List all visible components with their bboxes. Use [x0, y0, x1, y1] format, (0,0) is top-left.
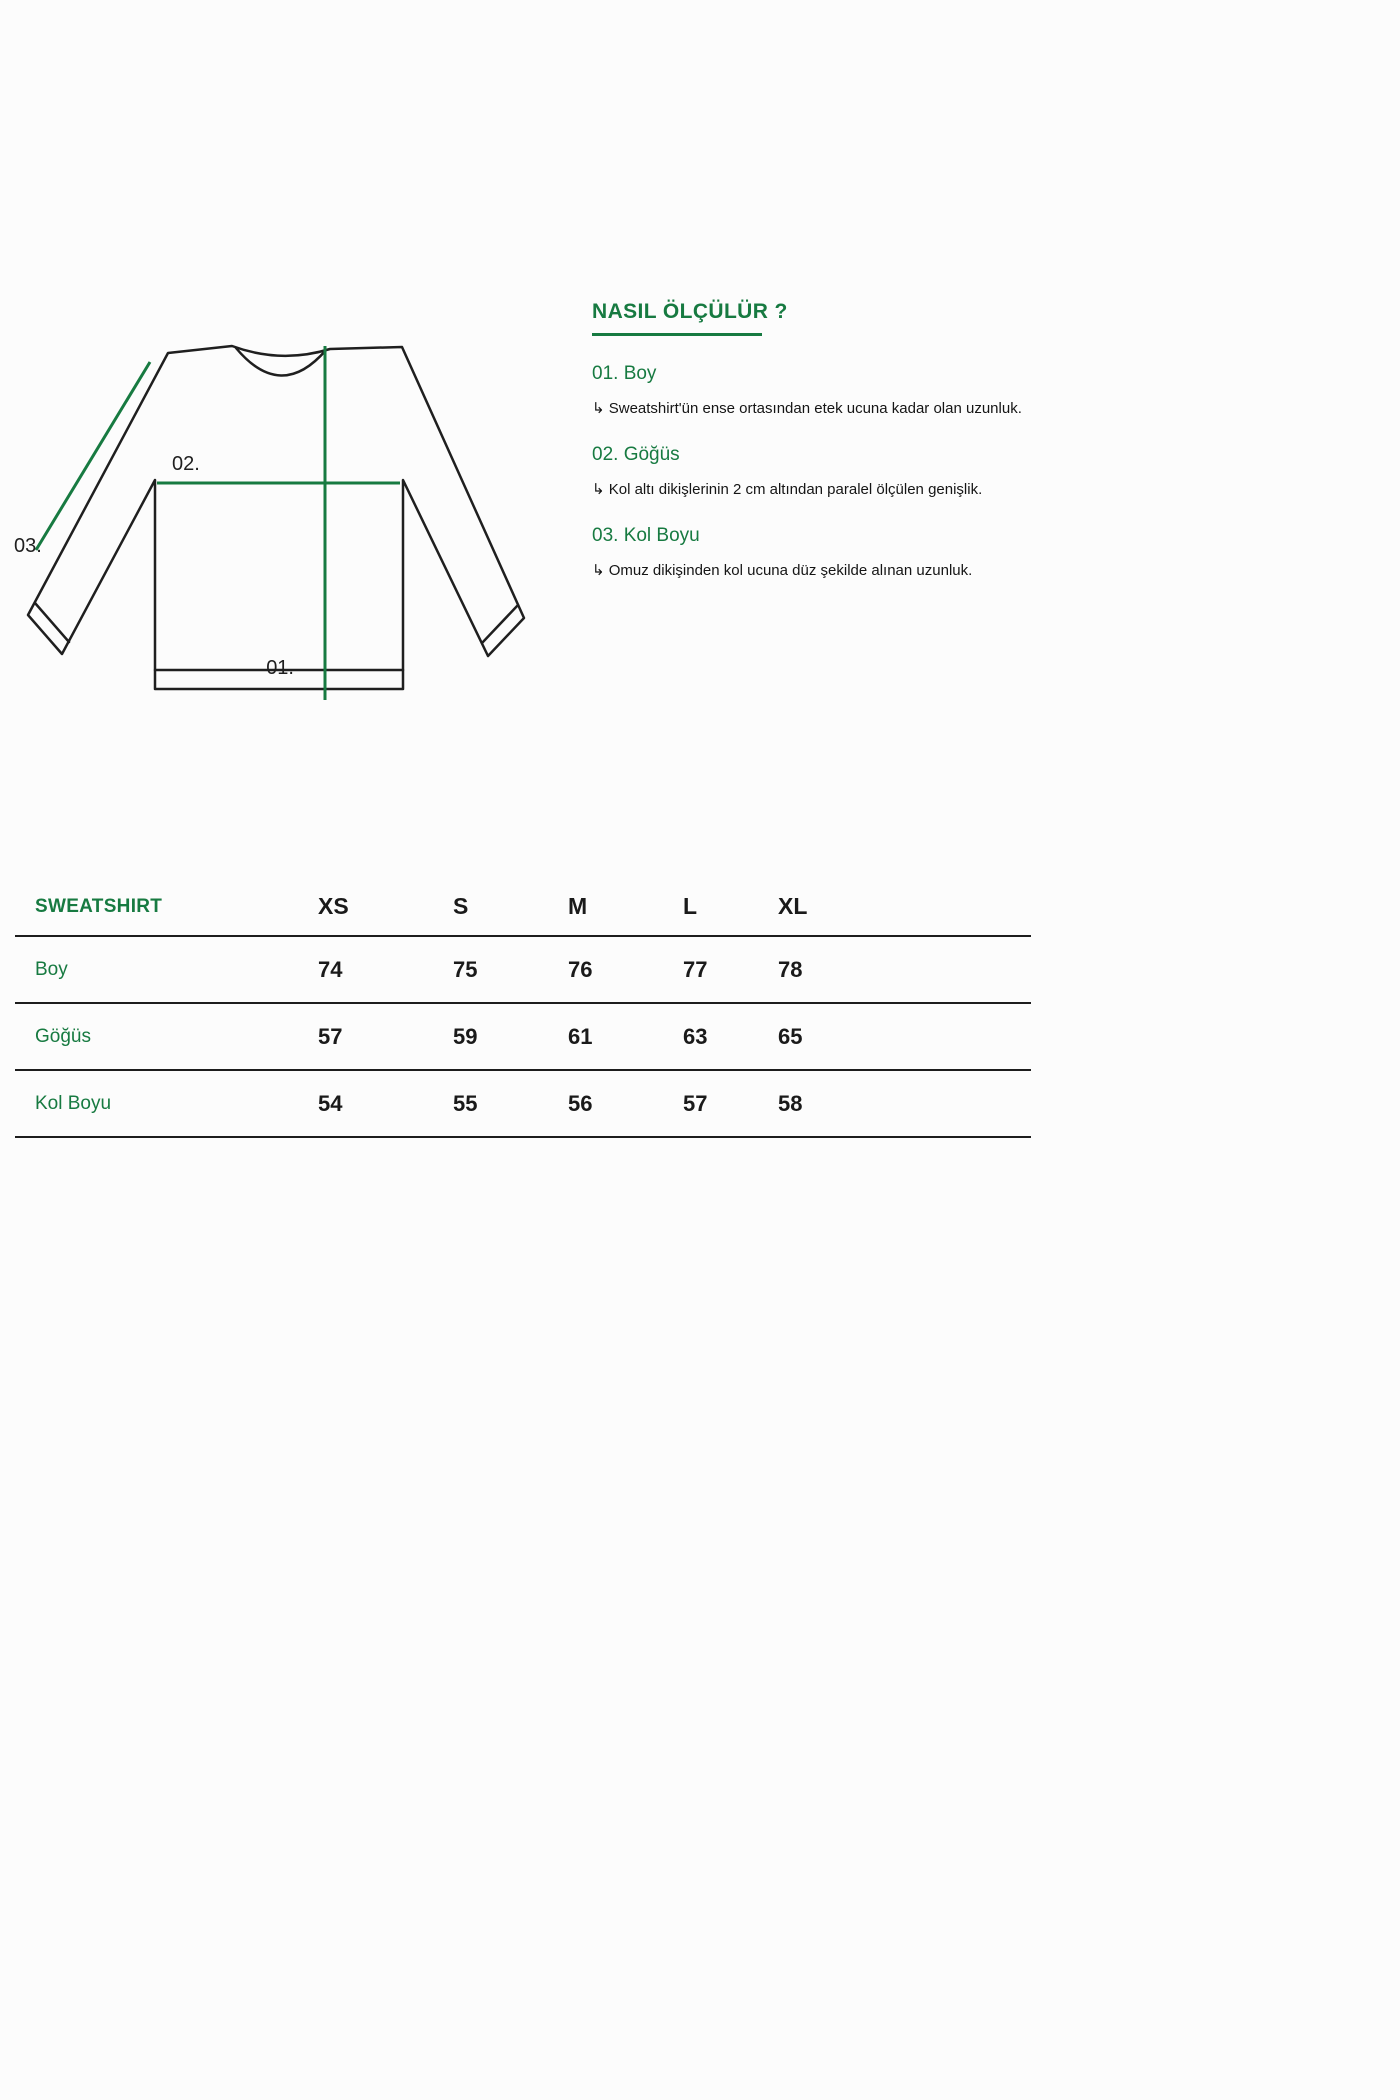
measure-label-02: 02.	[172, 453, 200, 475]
gogus-xl: 65	[778, 1023, 803, 1049]
table-row-kolboyu	[15, 1071, 1031, 1138]
measure-item-desc-boy: ↳ Sweatshirt'ün ense ortasından etek ucuna kadar olan uzunluk.	[592, 400, 1022, 417]
row-label-boy: Boy	[35, 958, 68, 980]
boy-s: 75	[453, 956, 478, 982]
measure-label-03: 03.	[14, 535, 42, 557]
sweatshirt-diagram	[0, 318, 560, 718]
kolboyu-s: 55	[453, 1090, 478, 1116]
title-underline	[592, 333, 762, 336]
size-col-m: M	[568, 893, 588, 919]
right-cuff-band	[482, 605, 518, 643]
sweatshirt-outline	[28, 346, 524, 689]
size-table-header-row	[15, 878, 1031, 937]
gogus-xs: 57	[318, 1023, 343, 1049]
measure-item-desc-kolboyu: ↳ Omuz dikişinden kol ucuna düz şekilde alınan uzunluk.	[592, 562, 973, 579]
size-table	[15, 878, 1031, 1138]
product-name: SWEATSHIRT	[35, 895, 163, 917]
table-row-gogus	[15, 1004, 1031, 1071]
measure-label-01: 01.	[266, 657, 294, 679]
measure-item-label-kolboyu: 03. Kol Boyu	[592, 525, 700, 546]
kolboyu-l: 57	[683, 1090, 708, 1116]
measure-item-label-gogus: 02. Göğüs	[592, 444, 680, 465]
size-col-l: L	[683, 893, 698, 919]
gogus-s: 59	[453, 1023, 478, 1049]
size-col-xs: XS	[318, 893, 349, 919]
boy-m: 76	[568, 956, 593, 982]
measure-item-desc-gogus: ↳ Kol altı dikişlerinin 2 cm altından paralel ölçülen genişlik.	[592, 481, 983, 498]
kolboyu-xl: 58	[778, 1090, 803, 1116]
boy-xl: 78	[778, 956, 803, 982]
row-label-kolboyu: Kol Boyu	[35, 1092, 112, 1114]
measure-item-label-boy: 01. Boy	[592, 363, 657, 384]
kolboyu-m: 56	[568, 1090, 593, 1116]
howto-section	[592, 300, 1072, 579]
size-col-xl: XL	[778, 893, 808, 919]
kolboyu-xs: 54	[318, 1090, 343, 1116]
table-row-boy	[15, 937, 1031, 1004]
left-cuff-band	[35, 603, 69, 642]
gogus-m: 61	[568, 1023, 593, 1049]
boy-l: 77	[683, 956, 708, 982]
gogus-l: 63	[683, 1023, 708, 1049]
row-label-gogus: Göğüs	[35, 1025, 91, 1047]
boy-xs: 74	[318, 956, 343, 982]
howto-title: NASIL ÖLÇÜLÜR ?	[592, 300, 788, 323]
size-col-s: S	[453, 893, 469, 919]
